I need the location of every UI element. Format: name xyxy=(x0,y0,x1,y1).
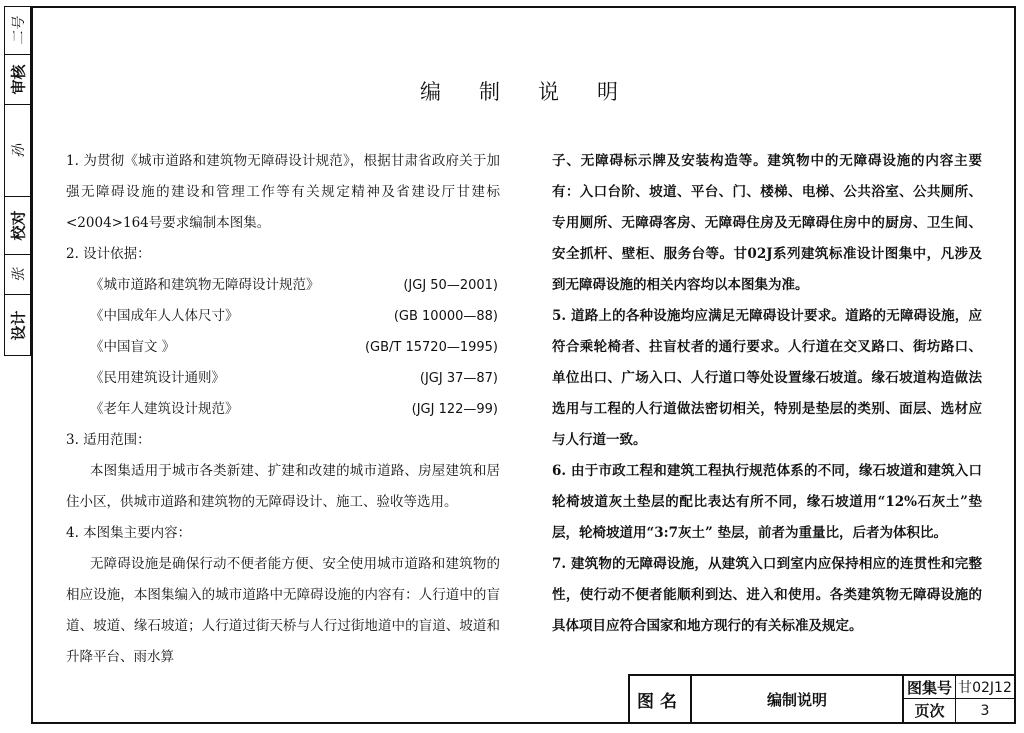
drawing-name: 编制说明 xyxy=(766,690,827,709)
reference-row xyxy=(66,332,500,363)
strip-cell-review: 审核 xyxy=(5,55,30,105)
atlas-number-label-cell xyxy=(904,676,956,699)
reference-row xyxy=(66,394,500,425)
section-3-heading: 3. 适用范围： xyxy=(66,432,151,448)
right-column xyxy=(552,146,982,642)
reference-row xyxy=(66,301,500,332)
reference-name: 《城市道路和建筑物无障碍设计规范》 xyxy=(90,277,320,293)
section-5: 5. 道路上的各种设施均应满足无障碍设计要求。道路的无障碍设施，应符合乘轮椅者、拄盲杖者的通行要求。人行道在交叉路口、街坊路口、单位出口、广场入口、人行道口等处设置缘石坡道。缘石坡道构造做法选用与工程的人行道做法密切相关，特别是垫层的类别、面层、选材应与人行道一致。 xyxy=(552,308,982,448)
reference-name: 《老年人建筑设计规范》 xyxy=(90,401,239,417)
strip-cell-signature-reviewer: 孙 xyxy=(5,105,30,197)
section-2-heading: 2. 设计依据： xyxy=(66,246,151,262)
section-4-body: 无障碍设施是确保行动不便者能方便、安全使用城市道路和建筑物的相应设施，本图集编入的城市道路中无障碍设施的内容有：人行道中的盲道、坡道、缘石坡道；人行道过街天桥与人行过街地道中的盲道、坡道和升降平台、雨水算 xyxy=(66,556,500,665)
strip-cell-signature-approver: 二号 xyxy=(5,7,30,55)
title-block xyxy=(628,674,1014,722)
left-column xyxy=(66,146,500,673)
signature-strip xyxy=(4,6,31,356)
reference-name: 《中国盲文 》 xyxy=(90,339,176,355)
reference-code: (JGJ 122—99) xyxy=(411,402,498,417)
section-3-body: 本图集适用于城市各类新建、扩建和改建的城市道路、房屋建筑和居住小区，供城市道路和建筑物的无障碍设计、施工、验收等选用。 xyxy=(66,463,500,510)
strip-cell-signature-designer: 张 xyxy=(5,255,30,295)
reference-code: (JGJ 50—2001) xyxy=(403,278,498,293)
reference-row xyxy=(66,270,500,301)
section-4-continued: 子、无障碍标示牌及安装构造等。建筑物中的无障碍设施的内容主要有：入口台阶、坡道、平台、门、楼梯、电梯、公共浴室、公共厕所、专用厕所、无障碍客房、无障碍住房及无障碍住房中的厨房、卫生间、安全抓杆、壁柜、服务台等。甘02J系列建筑标准设计图集中，凡涉及到无障碍设施的相关内容均以本图集为准。 xyxy=(552,153,982,293)
reference-name: 《民用建筑设计通则》 xyxy=(90,370,225,386)
page-number: 3 xyxy=(980,702,990,719)
drawing-name-cell xyxy=(692,676,904,722)
atlas-number-label: 图集号 xyxy=(906,678,952,697)
reference-code: (JGJ 37—87) xyxy=(419,371,498,386)
drawing-name-label: 图名 xyxy=(637,691,683,712)
atlas-number-cell xyxy=(956,676,1014,699)
reference-row xyxy=(66,363,500,394)
page-label: 页次 xyxy=(914,702,945,720)
section-4-heading: 4. 本图集主要内容： xyxy=(66,525,192,541)
reference-code: (GB/T 15720—1995) xyxy=(364,340,498,355)
strip-cell-design: 设计 xyxy=(9,309,28,341)
page-title: 编制说明 xyxy=(420,80,656,104)
section-6: 6. 由于市政工程和建筑工程执行规范体系的不同，缘石坡道和建筑入口轮椅坡道灰土垫层的配比表达有所不同，缘石坡道用“12%石灰土”垫层，轮椅坡道用“3:7灰土” 垫层，前者为重量比，后者为体积比。 xyxy=(552,463,982,541)
section-1: 1. 为贯彻《城市道路和建筑物无障碍设计规范》，根据甘肃省政府关于加强无障碍设施的建设和管理工作等有关规定精神及省建设厅甘建标<2004>164号要求编制本图集。 xyxy=(66,153,500,231)
atlas-number: 甘02J12 xyxy=(958,680,1012,696)
section-7: 7. 建筑物的无障碍设施，从建筑入口到室内应保持相应的连贯性和完整性，使行动不便者能顺利到达、进入和使用。各类建筑物无障碍设施的具体项目应符合国家和地方现行的有关标准及规定。 xyxy=(552,556,982,634)
reference-name: 《中国成年人人体尺寸》 xyxy=(90,308,239,324)
page-label-cell xyxy=(904,699,956,722)
reference-code: (GB 10000—88) xyxy=(393,309,498,324)
page-number-cell xyxy=(956,699,1014,722)
drawing-name-label-cell xyxy=(630,676,692,722)
strip-cell-proofread: 校对 xyxy=(5,197,30,255)
